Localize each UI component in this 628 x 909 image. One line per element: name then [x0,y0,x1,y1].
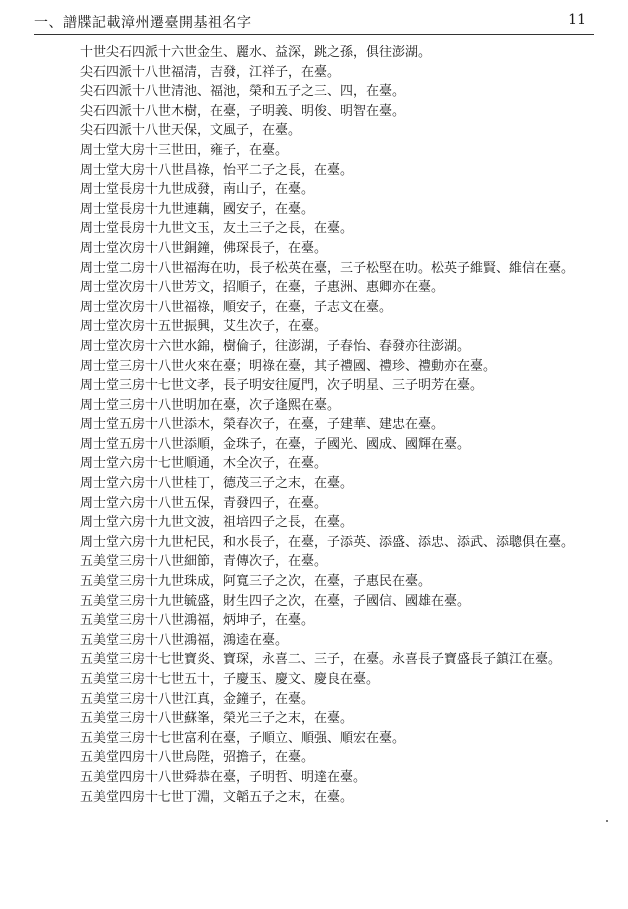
text-line: 尖石四派十八世清池、福池，榮和五子之三、四，在臺。 [80,84,406,100]
text-line: 周士堂大房十八世昌祿，怡平二子之長，在臺。 [80,162,354,178]
text-line: 周士堂三房十八世明加在臺，次子逢熙在臺。 [80,397,341,413]
text-line: 周士堂次房十八世芳文，招順子，在臺，子惠洲、惠卿亦在臺。 [80,280,445,296]
text-line: 周士堂長房十九世成發，南山子，在臺。 [80,182,315,198]
text-line: 周士堂次房十六世水錦，樹倫子，往澎湖，子春怡、春發亦往澎湖。 [80,338,471,354]
text-line: 周士堂長房十九世文玉，友土三子之長，在臺。 [80,221,354,237]
text-line: 十世尖石四派十六世金生、麗水、益深，跳之孫，俱往澎湖。 [80,45,432,60]
text-line: 周士堂次房十八世銅鐘，佛琛長子，在臺。 [80,240,328,256]
text-line: 尖石四派十八世天保，文風子，在臺。 [80,123,302,139]
text-line: 五美堂四房十八世舜恭在臺，子明哲、明達在臺。 [80,769,367,785]
text-line: 五美堂四房十八世烏陛，弨擔子，在臺。 [80,750,315,766]
genealogy-list [80,43,600,807]
text-line: 周士堂次房十五世振興，艾生次子，在臺。 [80,319,328,335]
text-line: 五美堂三房十八世細節，青傳次子，在臺。 [80,554,328,570]
text-line: 尖石四派十八世木樹，在臺，子明義、明俊、明智在臺。 [80,103,406,119]
text-line: 周士堂五房十八世添順，金珠子，在臺，子國光、國成、國輝在臺。 [80,436,471,452]
text-line: 五美堂三房十八世蘇峯，榮光三子之末，在臺。 [80,711,354,727]
text-line: 五美堂三房十七世寶炎、寶琛，永喜二、三子，在臺。永喜長子寶盛長子鎮江在臺。 [80,652,562,668]
text-line: 周士堂大房十三世田，雍子，在臺。 [80,142,289,158]
page-header [34,10,594,35]
text-line: 周士堂三房十七世文孝，長子明安往厦門，次子明星、三子明芳在臺。 [80,378,484,394]
text-line: 周士堂五房十八世添木，榮春次子，在臺，子建華、建忠在臺。 [80,417,445,433]
section-title: 一、譜牒記載漳州遷臺開基祖名字 [34,15,252,31]
text-line: 周士堂六房十九世杞民，和水長子，在臺，子添英、添盛、添忠、添武、添聰俱在臺。 [80,534,575,550]
text-line: 周士堂六房十九世文波，祖培四子之長，在臺。 [80,515,354,531]
text-line: 五美堂三房十八世江真，金鐘子，在臺。 [80,691,315,707]
text-line: 周士堂六房十七世順通，木全次子，在臺。 [80,456,328,472]
text-line: 周士堂長房十九世連藕，國安子，在臺。 [80,201,315,217]
scan-speck [606,820,608,822]
text-line: 五美堂三房十九世毓盛，財生四子之次，在臺，子國信、國雄在臺。 [80,593,471,609]
text-line: 周士堂次房十八世福祿，順安子，在臺，子志文在臺。 [80,299,393,315]
page-number: 11 [568,12,586,28]
text-line: 尖石四派十八世福清，吉發，江祥子，在臺。 [80,64,341,80]
text-line: 五美堂三房十七世富利在臺，子順立、順强、順宏在臺。 [80,730,406,746]
text-line: 五美堂三房十八世鴻福，炳坤子，在臺。 [80,613,315,629]
text-line: 周士堂六房十八世桂丁，德茂三子之末，在臺。 [80,476,354,492]
text-line: 五美堂四房十七世丁淵，文韜五子之末，在臺。 [80,789,354,805]
text-line: 五美堂三房十九世珠成，阿寬三子之次，在臺，子惠民在臺。 [80,574,432,590]
text-line: 周士堂二房十八世福海在叻，長子松英在臺，三子松堅在叻。松英子維賢、維信在臺。 [80,260,575,276]
text-line: 周士堂六房十八世五保，青發四子，在臺。 [80,495,328,511]
text-line: 五美堂三房十八世鴻福，鴻逵在臺。 [80,632,289,648]
text-line: 周士堂三房十八世火來在臺；明祿在臺，其子禮國、禮珍、禮動亦在臺。 [80,358,497,374]
text-line: 五美堂三房十七世五十，子慶玉、慶文、慶良在臺。 [80,672,380,687]
